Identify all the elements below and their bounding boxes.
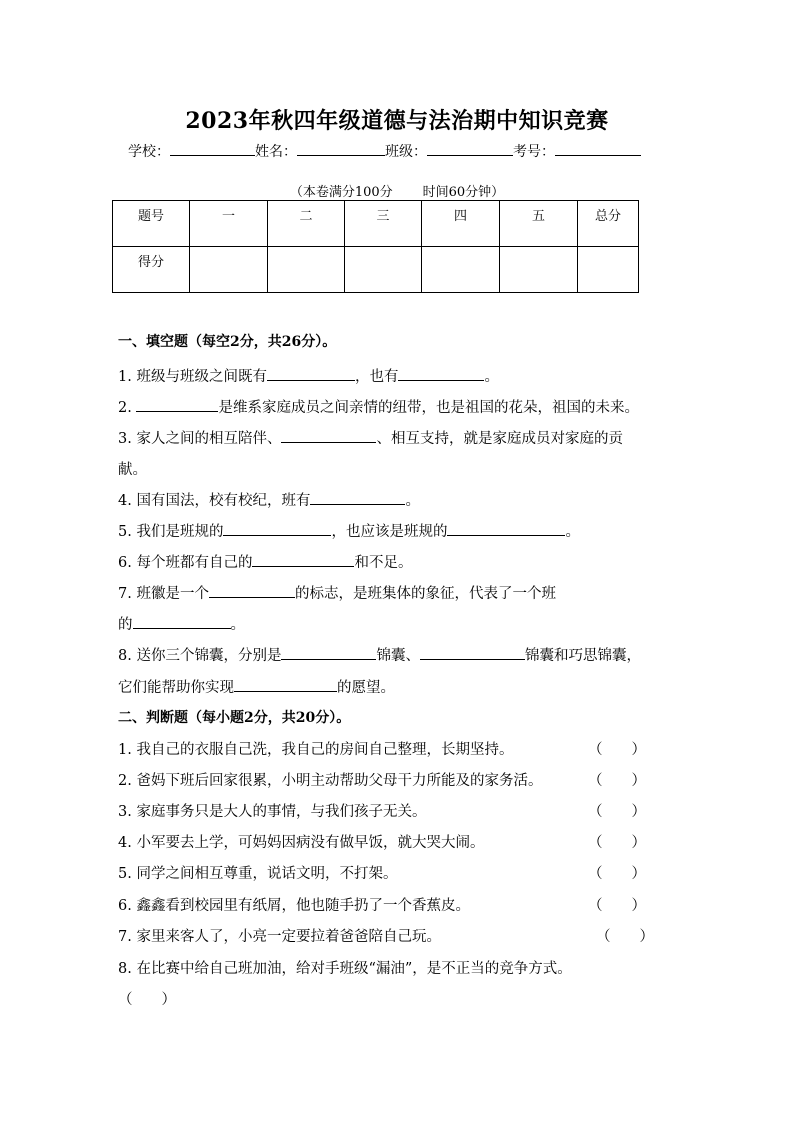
answer-paren[interactable]: （ ）	[118, 992, 176, 1008]
time-note: 时间60分钟）	[422, 185, 505, 200]
q1-blank-1[interactable]	[267, 367, 355, 381]
q3-text-b: 、相互支持，就是家庭成员对家庭的贡	[376, 431, 623, 447]
q6-text-a: 6. 每个班都有自己的	[118, 555, 253, 571]
full-score-note: （本卷满分100分	[289, 185, 393, 200]
answer-paren[interactable]: （ ）	[588, 835, 646, 851]
exam-no-field[interactable]	[555, 141, 641, 156]
q8-text-e: 的愿望。	[337, 680, 395, 696]
score-cell[interactable]	[190, 247, 268, 293]
q5-text-c: 。	[565, 524, 580, 540]
score-cell[interactable]	[422, 247, 500, 293]
fill-question-1	[118, 365, 499, 386]
q7-text-b: 的标志，是班集体的象征，代表了一个班	[294, 586, 556, 602]
q4-text-a: 4. 国有国法，校有校纪，班有	[118, 493, 311, 509]
judge-question-8: 8. 在比赛中给自己班加油，给对手班级“漏油”，是不正当的竞争方式。	[118, 961, 572, 977]
class-label: 班级：	[385, 144, 427, 160]
q5-text-a: 5. 我们是班规的	[118, 524, 224, 540]
fill-question-8	[118, 644, 641, 665]
q1-text-b: ，也有	[354, 369, 399, 385]
header-cell: 总分	[578, 201, 639, 247]
fill-question-2	[118, 396, 639, 417]
score-cell[interactable]	[268, 247, 345, 293]
q5-blank-1[interactable]	[223, 522, 331, 536]
answer-paren[interactable]: （ ）	[588, 773, 646, 789]
exam-title: 2023年秋四年级道德与法治期中知识竞赛	[185, 108, 609, 134]
judge-question-6: 6. 鑫鑫看到校园里有纸屑，他也随手扔了一个香蕉皮。	[118, 898, 470, 914]
q7-blank-1[interactable]	[209, 584, 295, 598]
q3-text-a: 3. 家人之间的相互陪伴、	[118, 431, 282, 447]
header-cell: 题号	[113, 201, 190, 247]
q8-text-c: 锦囊和巧思锦囊，	[524, 648, 641, 664]
answer-paren[interactable]: （ ）	[588, 804, 646, 820]
fill-question-7	[118, 582, 556, 603]
answer-paren[interactable]: （ ）	[588, 898, 646, 914]
fill-question-3-cont: 献。	[118, 462, 147, 478]
q6-text-b: 和不足。	[354, 555, 413, 571]
fill-question-5	[118, 520, 580, 541]
answer-paren[interactable]: （ ）	[588, 742, 646, 758]
fill-question-8-cont	[118, 676, 395, 697]
q3-blank-1[interactable]	[281, 429, 376, 443]
fill-question-6	[118, 551, 412, 572]
score-cell[interactable]	[578, 247, 639, 293]
name-label: 姓名：	[255, 144, 297, 160]
answer-paren[interactable]: （ ）	[596, 929, 654, 945]
judge-question-3: 3. 家庭事务只是大人的事情，与我们孩子无关。	[118, 804, 427, 820]
q8-text-d: 它们能帮助你实现	[118, 680, 234, 696]
header-cell: 二	[268, 201, 345, 247]
header-cell: 五	[500, 201, 578, 247]
name-field[interactable]	[297, 141, 385, 156]
school-label: 学校：	[128, 144, 170, 160]
section1-heading: 一、填空题（每空2分，共26分）。	[118, 334, 337, 350]
score-cell[interactable]	[345, 247, 422, 293]
q7-text-d: 。	[230, 617, 245, 633]
score-table-row	[113, 247, 639, 293]
q1-text-a: 1. 班级与班级之间既有	[118, 369, 267, 385]
q2-text-a: 2.	[118, 400, 137, 416]
q8-text-a: 8. 送你三个锦囊，分别是	[118, 648, 282, 664]
section2-heading: 二、判断题（每小题2分，共20分）。	[118, 710, 351, 726]
answer-paren[interactable]: （ ）	[588, 866, 646, 882]
score-table	[112, 200, 639, 293]
judge-question-2: 2. 爸妈下班后回家很累，小明主动帮助父母干力所能及的家务活。	[118, 773, 543, 789]
fill-question-7-cont	[118, 613, 245, 634]
score-table-header-row	[113, 201, 639, 247]
q6-blank-1[interactable]	[252, 553, 354, 567]
student-info-line	[128, 141, 641, 161]
row-label-cell: 得分	[113, 247, 190, 293]
fill-question-3	[118, 427, 623, 448]
q7-text-c: 的	[118, 617, 133, 633]
header-cell: 三	[345, 201, 422, 247]
q8-blank-2[interactable]	[420, 646, 525, 660]
q4-text-b: 。	[405, 493, 420, 509]
q7-blank-2[interactable]	[133, 615, 231, 629]
q2-blank-1[interactable]	[136, 398, 218, 412]
judge-question-4: 4. 小军要去上学，可妈妈因病没有做早饭，就大哭大闹。	[118, 835, 485, 851]
header-cell: 一	[190, 201, 268, 247]
judge-question-7: 7. 家里来客人了，小亮一定要拉着爸爸陪自己玩。	[118, 929, 441, 945]
header-cell: 四	[422, 201, 500, 247]
q4-blank-1[interactable]	[310, 491, 405, 505]
class-field[interactable]	[427, 141, 513, 156]
q5-text-b: ，也应该是班规的	[331, 524, 448, 540]
exam-no-label: 考号：	[513, 144, 555, 160]
judge-question-1: 1. 我自己的衣服自己洗，我自己的房间自己整理，长期坚持。	[118, 742, 514, 758]
exam-note	[0, 181, 794, 200]
school-field[interactable]	[170, 141, 255, 156]
q8-blank-3[interactable]	[234, 678, 337, 692]
q8-text-b: 锦囊、	[376, 648, 420, 664]
score-cell[interactable]	[500, 247, 578, 293]
q8-blank-1[interactable]	[281, 646, 376, 660]
q2-text-b: 是维系家庭成员之间亲情的纽带，也是祖国的花朵，祖国的未来。	[218, 400, 639, 416]
fill-question-4	[118, 489, 420, 510]
q5-blank-2[interactable]	[447, 522, 565, 536]
q1-text-c: 。	[484, 369, 499, 385]
q7-text-a: 7. 班徽是一个	[118, 586, 209, 602]
q1-blank-2[interactable]	[398, 367, 484, 381]
judge-question-5: 5. 同学之间相互尊重，说话文明，不打架。	[118, 866, 398, 882]
